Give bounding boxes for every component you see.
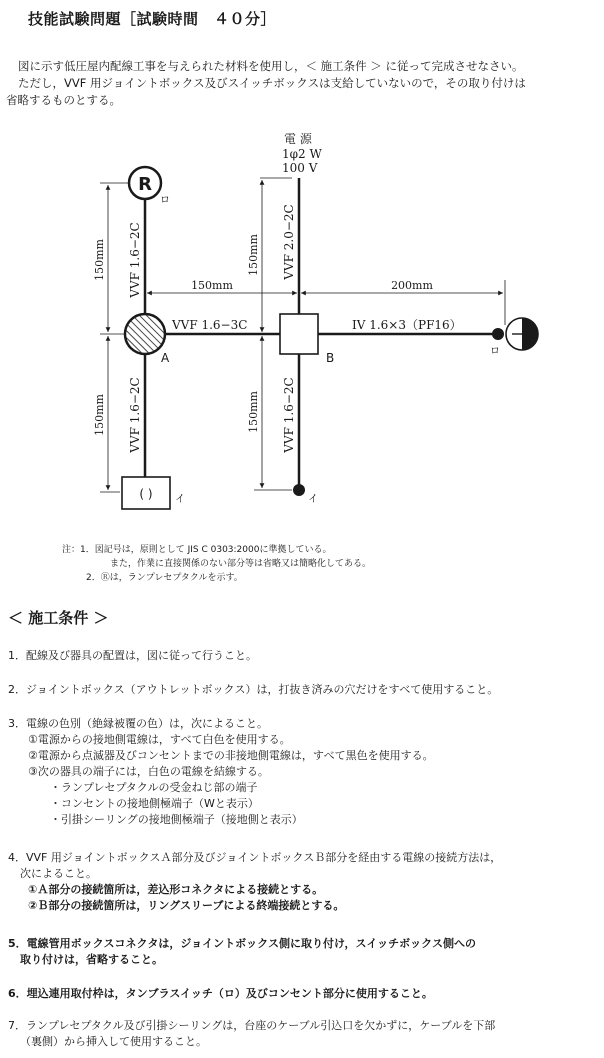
intro-line-3: 省略するものとする。	[6, 93, 121, 107]
cable-label-switch-i: VVF 1.6−2C	[282, 377, 296, 453]
cable-label-outlet: VVF 1.6−2C	[128, 377, 142, 453]
intro-line-1: 図に示す低圧屋内配線工事を与えられた材料を使用し，＜ 施工条件 ＞ に従って完成させなさい。	[18, 59, 524, 73]
receptacle-letter: R	[138, 174, 152, 195]
cable-label-iv: IV 1.6×3（PF16）	[352, 318, 462, 332]
dim-label-horiz-left: 150mm	[191, 279, 233, 292]
condition-3-3: ③次の器具の端子には，白色の電線を結線する。	[28, 765, 269, 778]
label-i-outlet: イ	[175, 494, 185, 505]
power-label-3: 100 V	[282, 161, 318, 175]
intro-text	[6, 58, 598, 109]
dim-label-left-top: 150mm	[93, 239, 106, 281]
dim-label-mid-bottom: 150mm	[247, 391, 260, 433]
label-ro-receptacle: ロ	[160, 195, 170, 206]
note-1: 注：1．図記号は，原則として JIS C 0303:2000に準拠している。	[62, 545, 332, 555]
condition-7-cont: （裏側）から挿入して使用すること。	[20, 1035, 207, 1048]
condition-5-main: 5．電線管用ボックスコネクタは，ジョイントボックス側に取り付け，スイッチボックス側への	[8, 937, 477, 950]
label-b: B	[326, 351, 335, 365]
cable-label-a-b: VVF 1.6−3C	[172, 318, 248, 332]
switch-i-symbol	[293, 484, 305, 496]
label-a: A	[161, 351, 170, 365]
condition-7-main: 7．ランプレセプタクル及び引掛シーリングは，台座のケーブル引込口を欠かずに，ケーブルを下部	[8, 1019, 496, 1032]
condition-5-cont: 取り付けは，省略すること。	[20, 953, 163, 966]
switch-ro-symbol	[492, 328, 504, 340]
condition-3-1: ①電源からの接地側電線は，すべて白色を使用する。	[28, 733, 291, 746]
condition-4-cont: 次によること。	[20, 867, 97, 880]
condition-3-3b: ・コンセントの接地側極端子（Wと表示）	[50, 797, 259, 810]
cable-label-power: VVF 2.0−2C	[282, 204, 296, 280]
condition-4-1: ①Ａ部分の接続箇所は，差込形コネクタによる接続とする。	[28, 883, 324, 896]
joint-box-a-symbol	[125, 314, 165, 354]
page-title: 技能試験問題［試験時間 ４０分］	[28, 10, 277, 28]
label-i-switch: イ	[308, 494, 318, 505]
dim-label-left-bottom: 150mm	[93, 394, 106, 436]
cable-label-receptacle: VVF 1.6−2C	[128, 222, 142, 298]
condition-1: 1．配線及び器具の配置は，図に従って行うこと。	[8, 649, 257, 662]
condition-3-3c: ・引掛シーリングの接地側極端子（接地側と表示）	[50, 813, 303, 826]
ceiling-rose-fill	[522, 318, 538, 350]
label-ro-switch: ロ	[490, 346, 500, 357]
condition-6: 6．埋込連用取付枠は，タンブラスイッチ（ロ）及びコンセント部分に使用すること。	[8, 987, 433, 1000]
dim-label-mid-top: 150mm	[247, 234, 260, 276]
note-1b: また，作業に直接関係のない部分等は省略又は簡略化してある。	[110, 559, 372, 569]
condition-3	[8, 716, 600, 828]
dim-label-horiz-right: 200mm	[391, 279, 433, 292]
condition-2: 2．ジョイントボックス（アウトレットボックス）は，打抜き済みの穴だけをすべて使用すること。	[8, 683, 499, 696]
wiring-diagram	[0, 120, 604, 520]
conditions-heading: ＜ 施工条件 ＞	[8, 609, 109, 627]
condition-7	[8, 1018, 600, 1050]
condition-5	[8, 936, 600, 968]
condition-3-3a: ・ランプレセプタクルの受金ねじ部の端子	[50, 781, 258, 794]
condition-4-main: 4．VVF 用ジョイントボックスＡ部分及びジョイントボックスＢ部分を経由する電線の接続方法は，	[8, 851, 502, 864]
condition-3-main: 3．電線の色別（絶縁被覆の色）は，次によること。	[8, 717, 268, 730]
power-label-1: 電 源	[284, 132, 312, 146]
note-2: 2．Ⓡは，ランプレセプタクルを示す。	[86, 573, 243, 583]
joint-box-b-symbol	[280, 314, 318, 354]
condition-3-2: ②電源から点滅器及びコンセントまでの非接地側電線は，すべて黒色を使用する。	[28, 749, 434, 762]
power-label-2: 1φ2 W	[282, 147, 322, 161]
diagram-notes	[62, 543, 371, 585]
outlet-parens: ( )	[139, 487, 153, 501]
condition-4	[8, 850, 600, 914]
condition-4-2: ②Ｂ部分の接続箇所は，リングスリーブによる終端接続とする。	[28, 899, 345, 912]
intro-line-2: ただし，VVF 用ジョイントボックス及びスイッチボックスは支給していないので，その取り付けは	[18, 76, 526, 90]
